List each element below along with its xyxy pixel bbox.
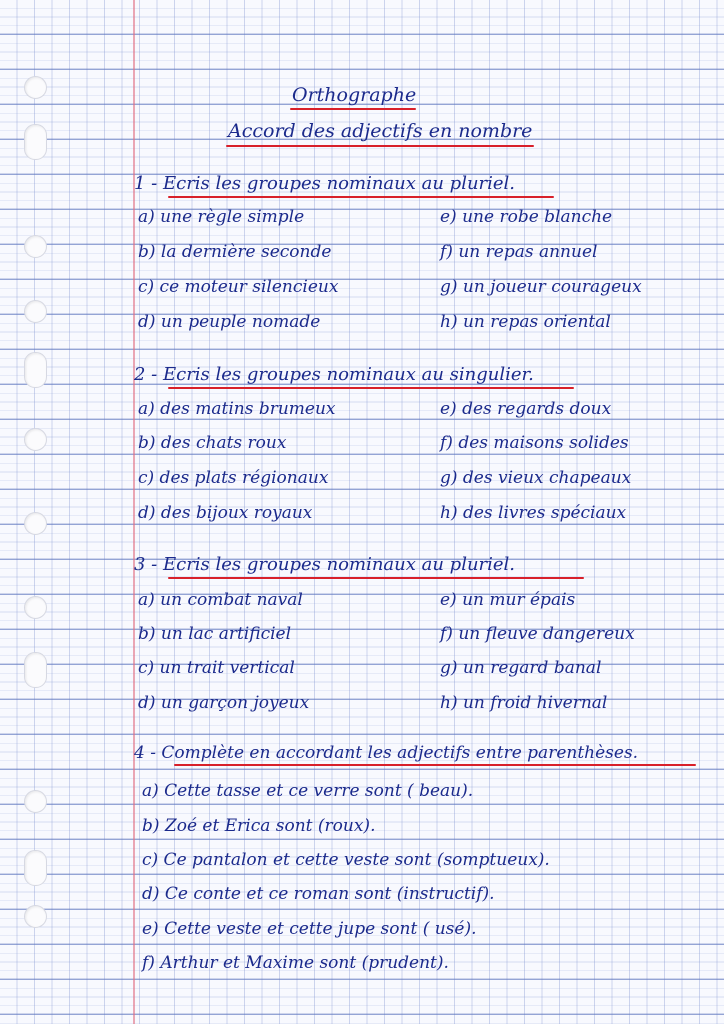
binder-hole bbox=[24, 512, 47, 535]
exercise-item: f) un fleuve dangereux bbox=[440, 624, 635, 644]
exercise-item: g) un regard banal bbox=[440, 658, 602, 678]
binder-hole bbox=[24, 428, 47, 451]
binder-hole bbox=[24, 850, 47, 886]
exercise-item: e) des regards doux bbox=[440, 399, 612, 419]
exercise-item: e) un mur épais bbox=[440, 590, 576, 610]
exercise-item: h) un repas oriental bbox=[440, 312, 611, 332]
exercise-item: c) des plats régionaux bbox=[138, 468, 329, 488]
exercise-item: b) la dernière seconde bbox=[138, 242, 332, 262]
binder-hole bbox=[24, 790, 47, 813]
binder-hole bbox=[24, 352, 47, 388]
binder-hole bbox=[24, 300, 47, 323]
exercise-item: g) un joueur courageux bbox=[440, 277, 642, 297]
exercise-item: b) des chats roux bbox=[138, 433, 287, 453]
exercise-item: c) un trait vertical bbox=[138, 658, 295, 678]
binder-hole bbox=[24, 124, 47, 160]
binder-hole bbox=[24, 596, 47, 619]
section-3-underline bbox=[168, 577, 584, 579]
exercise-item: a) des matins brumeux bbox=[138, 399, 336, 419]
exercise-item: f) un repas annuel bbox=[440, 242, 598, 262]
binder-hole bbox=[24, 235, 47, 258]
exercise-item: c) Ce pantalon et cette veste sont (somptueux). bbox=[142, 850, 550, 870]
exercise-item: b) Zoé et Erica sont (roux). bbox=[142, 816, 376, 836]
section-2-heading: 2 - Ecris les groupes nominaux au singulier. bbox=[134, 364, 534, 385]
exercise-item: d) des bijoux royaux bbox=[138, 503, 313, 523]
page-title: Orthographe bbox=[292, 84, 417, 106]
exercise-item: b) un lac artificiel bbox=[138, 624, 292, 644]
section-2-underline bbox=[168, 387, 574, 389]
exercise-item: c) ce moteur silencieux bbox=[138, 277, 339, 297]
section-3-heading: 3 - Ecris les groupes nominaux au pluriel. bbox=[134, 554, 516, 575]
section-4-underline bbox=[174, 764, 696, 766]
exercise-item: a) un combat naval bbox=[138, 590, 303, 610]
binder-hole bbox=[24, 905, 47, 928]
exercise-item: d) un peuple nomade bbox=[138, 312, 321, 332]
exercise-item: h) un froid hivernal bbox=[440, 693, 608, 713]
exercise-item: g) des vieux chapeaux bbox=[440, 468, 632, 488]
section-1-heading: 1 - Ecris les groupes nominaux au pluriel. bbox=[134, 173, 516, 194]
section-1-underline bbox=[168, 196, 554, 198]
subtitle-underline bbox=[226, 145, 534, 147]
exercise-item: a) une règle simple bbox=[138, 207, 305, 227]
exercise-item: e) Cette veste et cette jupe sont ( usé). bbox=[142, 919, 477, 939]
exercise-item: f) des maisons solides bbox=[440, 433, 629, 453]
exercise-item: e) une robe blanche bbox=[440, 207, 613, 227]
binder-hole bbox=[24, 652, 47, 688]
page-subtitle: Accord des adjectifs en nombre bbox=[228, 120, 533, 142]
margin-line bbox=[133, 0, 135, 1024]
exercise-item: d) un garçon joyeux bbox=[138, 693, 310, 713]
exercise-item: d) Ce conte et ce roman sont (instructif). bbox=[142, 884, 495, 904]
binder-hole bbox=[24, 76, 47, 99]
section-4-heading: 4 - Complète en accordant les adjectifs entre parenthèses. bbox=[134, 743, 639, 763]
exercise-item: h) des livres spéciaux bbox=[440, 503, 627, 523]
exercise-item: f) Arthur et Maxime sont (prudent). bbox=[142, 953, 449, 973]
exercise-item: a) Cette tasse et ce verre sont ( beau). bbox=[142, 781, 474, 801]
title-underline bbox=[290, 108, 416, 110]
